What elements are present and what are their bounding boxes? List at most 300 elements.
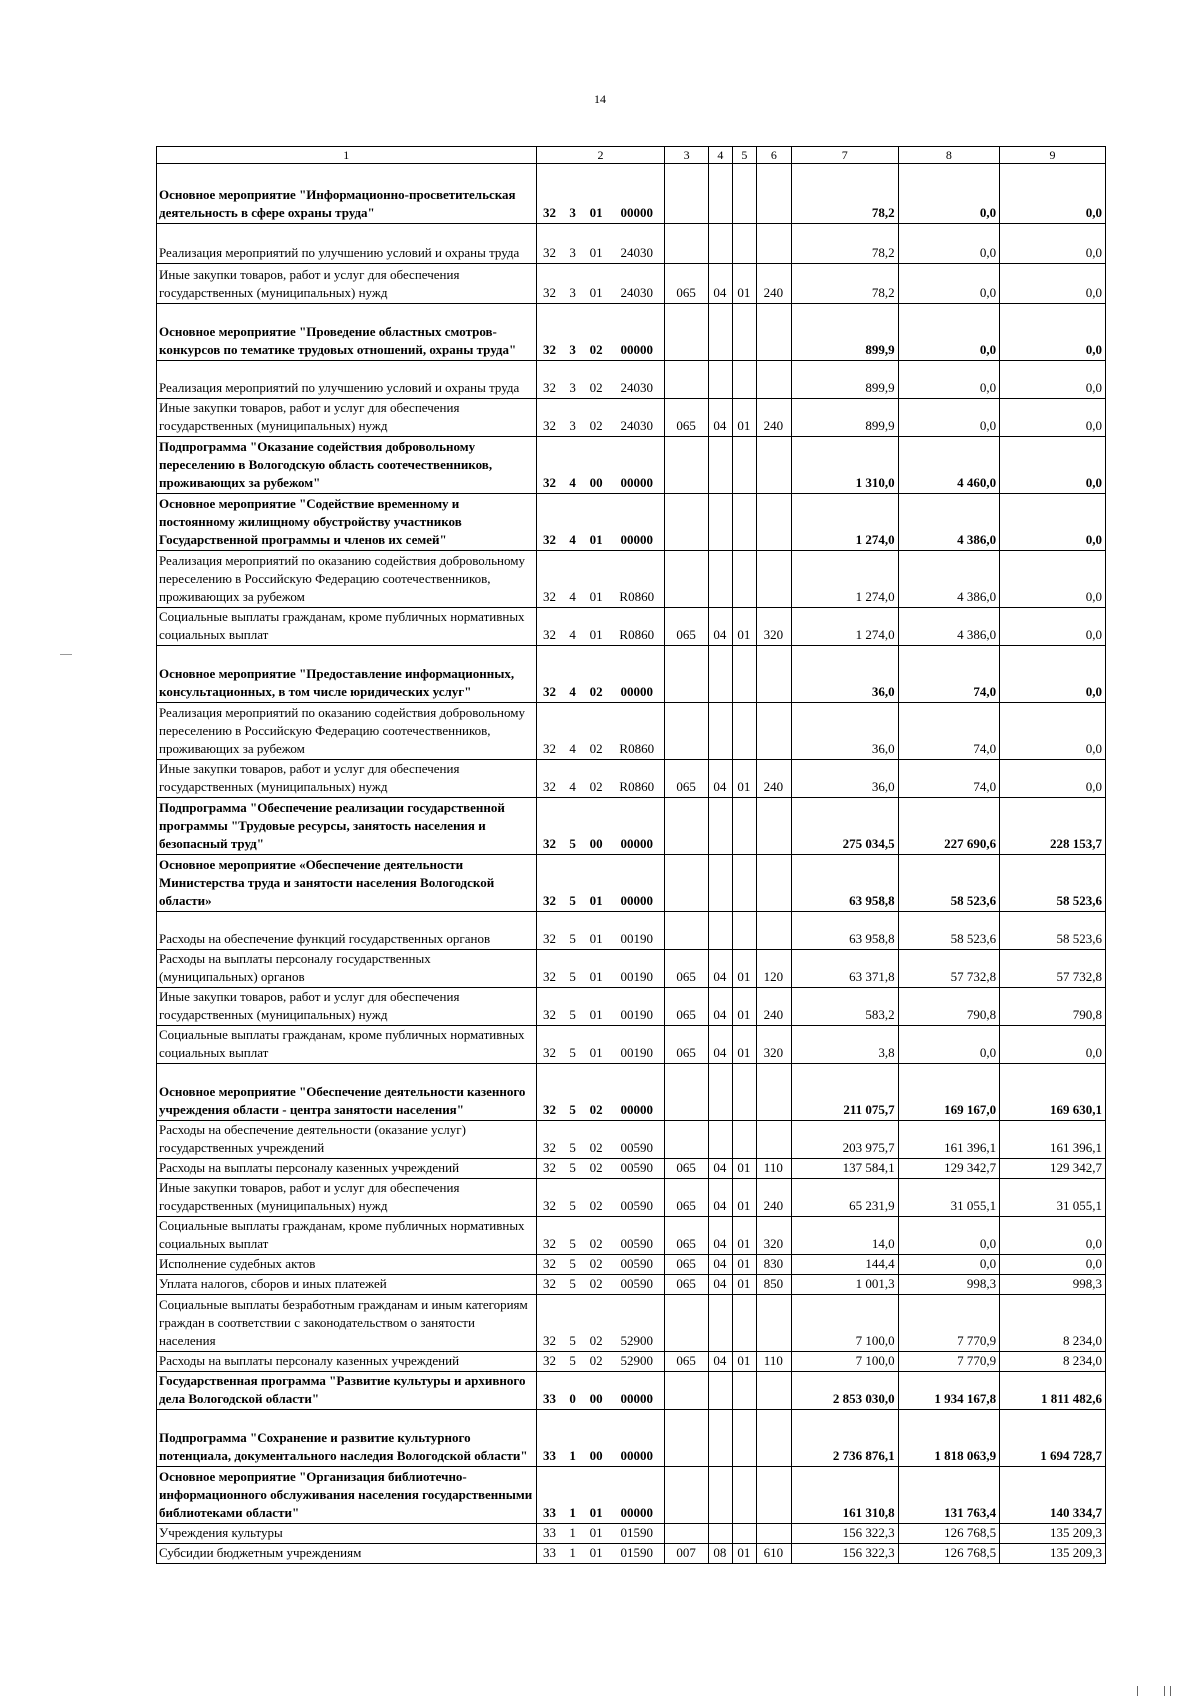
code-part-cell: 00590 (610, 1217, 665, 1255)
row-name-cell: Основное мероприятие "Предоставление информационных, консультационных, в том числе юридических услуг" (157, 646, 537, 703)
code-part-cell: 01590 (610, 1524, 665, 1544)
col4-cell: 04 (708, 1352, 732, 1372)
code-part-cell: 01 (583, 855, 610, 912)
table-row (157, 224, 1106, 264)
code-part-cell: 5 (563, 912, 583, 950)
row-name-cell: Иные закупки товаров, работ и услуг для обеспечения государственных (муниципальных) нужд (157, 399, 537, 437)
col5-cell: 01 (732, 988, 756, 1026)
value-col9-cell: 57 732,8 (1000, 950, 1106, 988)
code-part-cell: 32 (536, 988, 563, 1026)
code-part-cell: 01 (583, 494, 610, 551)
code-part-cell: 01 (583, 912, 610, 950)
code-part-cell: 32 (536, 760, 563, 798)
value-col8-cell: 4 386,0 (898, 608, 999, 646)
code-part-cell: 32 (536, 551, 563, 608)
col5-cell (732, 361, 756, 399)
col3-cell: 065 (665, 1026, 709, 1064)
table-row (157, 304, 1106, 361)
row-name-cell: Иные закупки товаров, работ и услуг для обеспечения государственных (муниципальных) нужд (157, 264, 537, 304)
value-col9-cell: 0,0 (1000, 304, 1106, 361)
value-col8-cell: 58 523,6 (898, 855, 999, 912)
code-part-cell: 32 (536, 264, 563, 304)
col6-cell (756, 164, 791, 224)
col4-cell (708, 437, 732, 494)
value-col9-cell: 0,0 (1000, 760, 1106, 798)
value-col7-cell: 1 274,0 (791, 551, 898, 608)
value-col8-cell: 4 386,0 (898, 494, 999, 551)
code-part-cell: 00190 (610, 950, 665, 988)
value-col8-cell: 58 523,6 (898, 912, 999, 950)
table-row (157, 164, 1106, 224)
code-part-cell: 1 (563, 1524, 583, 1544)
col5-cell (732, 1295, 756, 1352)
col4-cell: 04 (708, 264, 732, 304)
code-part-cell: 00000 (610, 646, 665, 703)
code-part-cell: 02 (583, 1295, 610, 1352)
value-col7-cell: 1 274,0 (791, 608, 898, 646)
col6-cell: 110 (756, 1352, 791, 1372)
col6-cell (756, 1064, 791, 1121)
value-col9-cell: 31 055,1 (1000, 1179, 1106, 1217)
table-row (157, 1295, 1106, 1352)
col3-cell: 065 (665, 988, 709, 1026)
col3-cell (665, 703, 709, 760)
col4-cell (708, 361, 732, 399)
value-col7-cell: 1 274,0 (791, 494, 898, 551)
col3-cell: 065 (665, 1159, 709, 1179)
col4-cell (708, 1121, 732, 1159)
value-col7-cell: 583,2 (791, 988, 898, 1026)
value-col9-cell: 0,0 (1000, 1255, 1106, 1275)
header-cell: 4 (708, 147, 732, 164)
value-col7-cell: 63 958,8 (791, 912, 898, 950)
header-cell: 5 (732, 147, 756, 164)
value-col7-cell: 63 371,8 (791, 950, 898, 988)
value-col7-cell: 144,4 (791, 1255, 898, 1275)
col5-cell: 01 (732, 1275, 756, 1295)
value-col7-cell: 275 034,5 (791, 798, 898, 855)
row-name-cell: Основное мероприятие "Информационно-просветительская деятельность в сфере охраны труда" (157, 164, 537, 224)
code-part-cell: 3 (563, 164, 583, 224)
col6-cell: 240 (756, 1179, 791, 1217)
code-part-cell: 01 (583, 608, 610, 646)
col4-cell (708, 855, 732, 912)
code-part-cell: 01 (583, 164, 610, 224)
col5-cell: 01 (732, 264, 756, 304)
page-number: 14 (594, 92, 606, 106)
table-row (157, 798, 1106, 855)
scan-mark (1170, 1686, 1171, 1696)
code-part-cell: 32 (536, 1275, 563, 1295)
code-part-cell: 32 (536, 164, 563, 224)
col5-cell: 01 (732, 1217, 756, 1255)
value-col7-cell: 2 853 030,0 (791, 1372, 898, 1410)
code-part-cell: 02 (583, 1159, 610, 1179)
col5-cell (732, 1121, 756, 1159)
col3-cell: 065 (665, 608, 709, 646)
code-part-cell: 32 (536, 646, 563, 703)
value-col8-cell: 0,0 (898, 264, 999, 304)
value-col8-cell: 0,0 (898, 1026, 999, 1064)
col6-cell (756, 1121, 791, 1159)
code-part-cell: 00000 (610, 437, 665, 494)
value-col8-cell: 0,0 (898, 224, 999, 264)
value-col7-cell: 899,9 (791, 361, 898, 399)
col6-cell: 110 (756, 1159, 791, 1179)
col3-cell: 065 (665, 399, 709, 437)
value-col8-cell: 7 770,9 (898, 1352, 999, 1372)
code-part-cell: 33 (536, 1544, 563, 1564)
value-col9-cell: 0,0 (1000, 494, 1106, 551)
code-part-cell: 00 (583, 1410, 610, 1467)
col4-cell: 04 (708, 988, 732, 1026)
col4-cell (708, 224, 732, 264)
col3-cell (665, 1467, 709, 1524)
header-cell: 3 (665, 147, 709, 164)
row-name-cell: Иные закупки товаров, работ и услуг для обеспечения государственных (муниципальных) нужд (157, 1179, 537, 1217)
code-part-cell: 00190 (610, 1026, 665, 1064)
value-col7-cell: 1 001,3 (791, 1275, 898, 1295)
value-col9-cell: 790,8 (1000, 988, 1106, 1026)
code-part-cell: 32 (536, 1159, 563, 1179)
table-row (157, 1410, 1106, 1467)
code-part-cell: 00 (583, 1372, 610, 1410)
row-name-cell: Реализация мероприятий по улучшению условий и охраны труда (157, 361, 537, 399)
code-part-cell: 32 (536, 224, 563, 264)
code-part-cell: 5 (563, 1352, 583, 1372)
col4-cell (708, 1410, 732, 1467)
row-name-cell: Социальные выплаты безработным гражданам и иным категориям граждан в соответствии с законодательством о занятости населения (157, 1295, 537, 1352)
code-part-cell: 4 (563, 551, 583, 608)
code-part-cell: 0 (563, 1372, 583, 1410)
value-col9-cell: 0,0 (1000, 437, 1106, 494)
code-part-cell: 00590 (610, 1255, 665, 1275)
code-part-cell: 5 (563, 1275, 583, 1295)
value-col7-cell: 1 310,0 (791, 437, 898, 494)
value-col9-cell: 169 630,1 (1000, 1064, 1106, 1121)
col5-cell (732, 912, 756, 950)
budget-table (156, 146, 1106, 1564)
value-col8-cell: 1 934 167,8 (898, 1372, 999, 1410)
value-col8-cell: 74,0 (898, 703, 999, 760)
table-row (157, 760, 1106, 798)
col3-cell: 007 (665, 1544, 709, 1564)
code-part-cell: 52900 (610, 1352, 665, 1372)
code-part-cell: 5 (563, 1121, 583, 1159)
col6-cell (756, 437, 791, 494)
code-part-cell: 4 (563, 608, 583, 646)
code-part-cell: 01 (583, 551, 610, 608)
value-col8-cell: 4 386,0 (898, 551, 999, 608)
value-col9-cell: 0,0 (1000, 551, 1106, 608)
col6-cell: 240 (756, 760, 791, 798)
code-part-cell: 32 (536, 437, 563, 494)
col6-cell: 830 (756, 1255, 791, 1275)
col6-cell: 240 (756, 988, 791, 1026)
value-col8-cell: 169 167,0 (898, 1064, 999, 1121)
value-col8-cell: 74,0 (898, 760, 999, 798)
col6-cell (756, 912, 791, 950)
value-col7-cell: 7 100,0 (791, 1352, 898, 1372)
table-row (157, 1121, 1106, 1159)
code-part-cell: 02 (583, 1255, 610, 1275)
table-row (157, 912, 1106, 950)
value-col8-cell: 227 690,6 (898, 798, 999, 855)
code-part-cell: 32 (536, 361, 563, 399)
col6-cell (756, 551, 791, 608)
code-part-cell: R0860 (610, 551, 665, 608)
col3-cell (665, 164, 709, 224)
col3-cell (665, 912, 709, 950)
table-row (157, 1026, 1106, 1064)
header-cell: 9 (1000, 147, 1106, 164)
value-col7-cell: 899,9 (791, 304, 898, 361)
code-part-cell: R0860 (610, 760, 665, 798)
code-part-cell: 00 (583, 437, 610, 494)
code-part-cell: 3 (563, 304, 583, 361)
row-name-cell: Основное мероприятие "Проведение областных смотров-конкурсов по тематике трудовых отношений, охраны труда" (157, 304, 537, 361)
value-col7-cell: 63 958,8 (791, 855, 898, 912)
code-part-cell: 32 (536, 1121, 563, 1159)
col6-cell: 320 (756, 1217, 791, 1255)
code-part-cell: 00590 (610, 1159, 665, 1179)
code-part-cell: 4 (563, 437, 583, 494)
value-col8-cell: 7 770,9 (898, 1295, 999, 1352)
code-part-cell: 5 (563, 1217, 583, 1255)
col5-cell: 01 (732, 608, 756, 646)
code-part-cell: 02 (583, 304, 610, 361)
value-col8-cell: 129 342,7 (898, 1159, 999, 1179)
col5-cell (732, 437, 756, 494)
value-col9-cell: 0,0 (1000, 608, 1106, 646)
table-row (157, 1524, 1106, 1544)
col6-cell: 120 (756, 950, 791, 988)
col4-cell (708, 912, 732, 950)
code-part-cell: 01 (583, 950, 610, 988)
col5-cell: 01 (732, 1255, 756, 1275)
col5-cell (732, 494, 756, 551)
row-name-cell: Уплата налогов, сборов и иных платежей (157, 1275, 537, 1295)
code-part-cell: 32 (536, 304, 563, 361)
value-col9-cell: 228 153,7 (1000, 798, 1106, 855)
code-part-cell: 4 (563, 703, 583, 760)
value-col7-cell: 2 736 876,1 (791, 1410, 898, 1467)
code-part-cell: 24030 (610, 264, 665, 304)
value-col9-cell: 135 209,3 (1000, 1524, 1106, 1544)
col5-cell: 01 (732, 950, 756, 988)
col3-cell (665, 1295, 709, 1352)
value-col8-cell: 126 768,5 (898, 1544, 999, 1564)
row-name-cell: Реализация мероприятий по улучшению условий и охраны труда (157, 224, 537, 264)
code-part-cell: 5 (563, 1026, 583, 1064)
col6-cell (756, 494, 791, 551)
header-cell: 8 (898, 147, 999, 164)
col4-cell: 04 (708, 1217, 732, 1255)
code-part-cell: 01590 (610, 1544, 665, 1564)
row-name-cell: Подпрограмма "Обеспечение реализации государственной программы "Трудовые ресурсы, занятость населения и безопасный труд" (157, 798, 537, 855)
row-name-cell: Расходы на выплаты персоналу государственных (муниципальных) органов (157, 950, 537, 988)
code-part-cell: 4 (563, 646, 583, 703)
code-part-cell: 32 (536, 399, 563, 437)
scan-mark (1164, 1686, 1165, 1696)
col4-cell: 04 (708, 760, 732, 798)
value-col8-cell: 1 818 063,9 (898, 1410, 999, 1467)
table-row (157, 361, 1106, 399)
col6-cell: 610 (756, 1544, 791, 1564)
code-part-cell: 33 (536, 1524, 563, 1544)
code-part-cell: 3 (563, 224, 583, 264)
row-name-cell: Социальные выплаты гражданам, кроме публичных нормативных социальных выплат (157, 1026, 537, 1064)
value-col7-cell: 65 231,9 (791, 1179, 898, 1217)
col5-cell: 01 (732, 760, 756, 798)
col3-cell: 065 (665, 1217, 709, 1255)
value-col7-cell: 156 322,3 (791, 1524, 898, 1544)
value-col8-cell: 998,3 (898, 1275, 999, 1295)
row-name-cell: Расходы на обеспечение деятельности (оказание услуг) государственных учреждений (157, 1121, 537, 1159)
code-part-cell: 00000 (610, 1372, 665, 1410)
code-part-cell: 02 (583, 399, 610, 437)
code-part-cell: 02 (583, 1064, 610, 1121)
value-col9-cell: 0,0 (1000, 164, 1106, 224)
value-col8-cell: 4 460,0 (898, 437, 999, 494)
value-col9-cell: 0,0 (1000, 703, 1106, 760)
col3-cell (665, 224, 709, 264)
code-part-cell: 01 (583, 1467, 610, 1524)
code-part-cell: R0860 (610, 608, 665, 646)
code-part-cell: 02 (583, 361, 610, 399)
col3-cell: 065 (665, 1179, 709, 1217)
col4-cell: 04 (708, 608, 732, 646)
col6-cell (756, 304, 791, 361)
col6-cell: 850 (756, 1275, 791, 1295)
code-part-cell: 01 (583, 1524, 610, 1544)
table-row (157, 1179, 1106, 1217)
value-col7-cell: 78,2 (791, 164, 898, 224)
table-row (157, 264, 1106, 304)
col3-cell (665, 361, 709, 399)
value-col7-cell: 211 075,7 (791, 1064, 898, 1121)
row-name-cell: Государственная программа "Развитие культуры и архивного дела Вологодской области" (157, 1372, 537, 1410)
code-part-cell: 32 (536, 1026, 563, 1064)
col4-cell: 04 (708, 1255, 732, 1275)
code-part-cell: 02 (583, 1179, 610, 1217)
col6-cell: 240 (756, 264, 791, 304)
code-part-cell: 24030 (610, 399, 665, 437)
col3-cell (665, 437, 709, 494)
col4-cell: 04 (708, 1026, 732, 1064)
col3-cell: 065 (665, 760, 709, 798)
code-part-cell: 33 (536, 1410, 563, 1467)
code-part-cell: 32 (536, 608, 563, 646)
col3-cell (665, 646, 709, 703)
table-row (157, 646, 1106, 703)
value-col9-cell: 129 342,7 (1000, 1159, 1106, 1179)
col5-cell (732, 798, 756, 855)
code-part-cell: 32 (536, 912, 563, 950)
value-col7-cell: 899,9 (791, 399, 898, 437)
code-part-cell: 52900 (610, 1295, 665, 1352)
value-col8-cell: 0,0 (898, 164, 999, 224)
value-col8-cell: 0,0 (898, 1217, 999, 1255)
table-row (157, 1217, 1106, 1255)
code-part-cell: 32 (536, 1352, 563, 1372)
code-part-cell: 3 (563, 399, 583, 437)
value-col8-cell: 0,0 (898, 304, 999, 361)
code-part-cell: 00590 (610, 1179, 665, 1217)
col5-cell: 01 (732, 399, 756, 437)
col5-cell (732, 855, 756, 912)
col4-cell (708, 703, 732, 760)
col3-cell: 065 (665, 1275, 709, 1295)
code-part-cell: 3 (563, 264, 583, 304)
row-name-cell: Иные закупки товаров, работ и услуг для обеспечения государственных (муниципальных) нужд (157, 988, 537, 1026)
code-part-cell: 00000 (610, 304, 665, 361)
col4-cell: 04 (708, 1275, 732, 1295)
col3-cell (665, 304, 709, 361)
value-col9-cell: 1 811 482,6 (1000, 1372, 1106, 1410)
value-col7-cell: 7 100,0 (791, 1295, 898, 1352)
col5-cell (732, 646, 756, 703)
code-part-cell: 01 (583, 988, 610, 1026)
col3-cell (665, 1410, 709, 1467)
table-row (157, 1352, 1106, 1372)
col5-cell (732, 1410, 756, 1467)
code-part-cell: 00000 (610, 494, 665, 551)
row-name-cell: Подпрограмма "Сохранение и развитие культурного потенциала, документального наследия Вологодской области" (157, 1410, 537, 1467)
value-col9-cell: 1 694 728,7 (1000, 1410, 1106, 1467)
code-part-cell: 00 (583, 798, 610, 855)
table-row (157, 950, 1106, 988)
col4-cell (708, 1467, 732, 1524)
code-part-cell: 02 (583, 703, 610, 760)
col6-cell (756, 703, 791, 760)
col6-cell (756, 646, 791, 703)
row-name-cell: Учреждения культуры (157, 1524, 537, 1544)
code-part-cell: 5 (563, 1159, 583, 1179)
value-col8-cell: 126 768,5 (898, 1524, 999, 1544)
value-col7-cell: 156 322,3 (791, 1544, 898, 1564)
row-name-cell: Социальные выплаты гражданам, кроме публичных нормативных социальных выплат (157, 1217, 537, 1255)
row-name-cell: Исполнение судебных актов (157, 1255, 537, 1275)
col3-cell: 065 (665, 264, 709, 304)
header-cell: 6 (756, 147, 791, 164)
col3-cell (665, 1121, 709, 1159)
row-name-cell: Основное мероприятие «Обеспечение деятельности Министерства труда и занятости населения Вологодской области» (157, 855, 537, 912)
table-row (157, 494, 1106, 551)
code-part-cell: 33 (536, 1372, 563, 1410)
col3-cell (665, 494, 709, 551)
value-col9-cell: 0,0 (1000, 646, 1106, 703)
code-part-cell: 00000 (610, 164, 665, 224)
row-name-cell: Расходы на выплаты персоналу казенных учреждений (157, 1159, 537, 1179)
code-part-cell: 33 (536, 1467, 563, 1524)
table-row (157, 1255, 1106, 1275)
code-part-cell: 32 (536, 1295, 563, 1352)
col5-cell (732, 1064, 756, 1121)
code-part-cell: 4 (563, 494, 583, 551)
header-cell: 1 (157, 147, 537, 164)
code-part-cell: 32 (536, 1179, 563, 1217)
table-row (157, 551, 1106, 608)
col4-cell (708, 1064, 732, 1121)
value-col7-cell: 36,0 (791, 646, 898, 703)
value-col7-cell: 3,8 (791, 1026, 898, 1064)
value-col7-cell: 36,0 (791, 760, 898, 798)
code-part-cell: 32 (536, 494, 563, 551)
table-row (157, 988, 1106, 1026)
code-part-cell: 5 (563, 855, 583, 912)
value-col8-cell: 74,0 (898, 646, 999, 703)
